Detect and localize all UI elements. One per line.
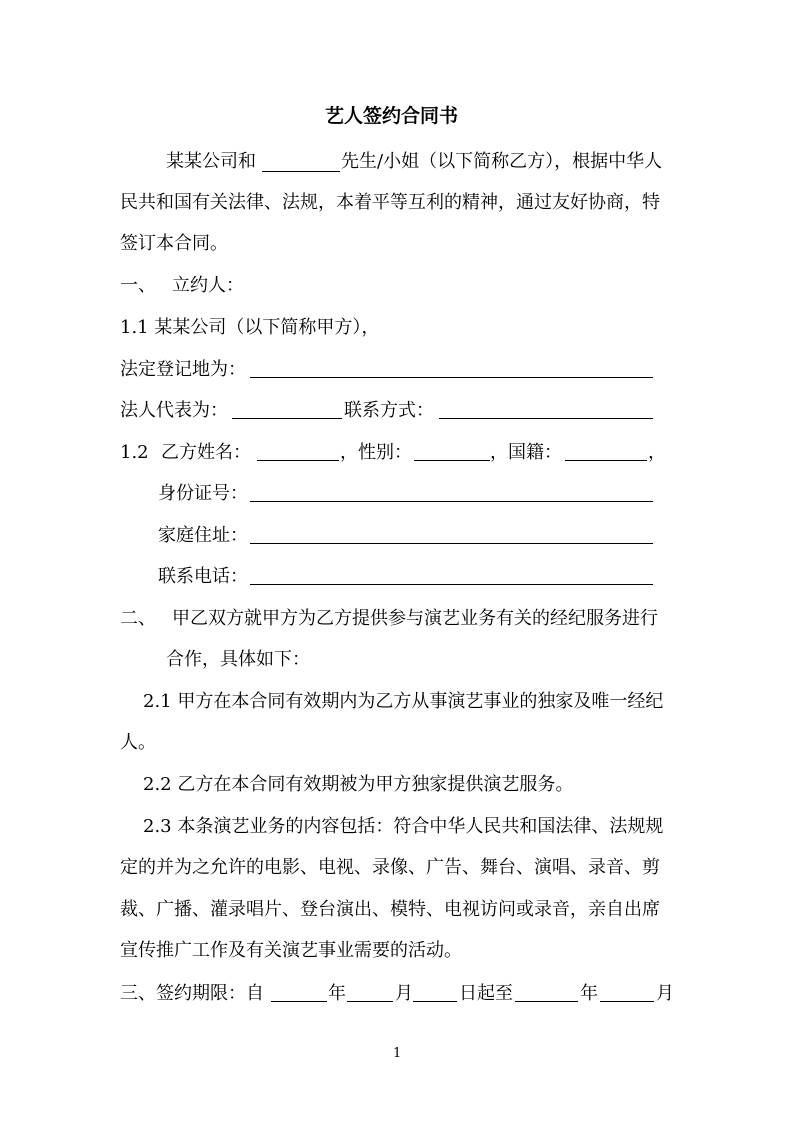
address-field[interactable]: [250, 543, 653, 544]
contact-label: 联系方式：: [344, 400, 434, 421]
intro-line1-part1: 某某公司和: [166, 151, 256, 172]
phone-label: 联系电话：: [158, 566, 248, 587]
start-month-field[interactable]: [347, 1001, 393, 1002]
section1-number: 一、: [120, 275, 156, 296]
start-year-label: 年: [328, 983, 346, 1004]
registration-label: 法定登记地为：: [120, 359, 246, 380]
item-1-2-number: 1.2: [120, 442, 149, 463]
start-day-label: 日起至: [459, 983, 513, 1004]
nationality-field[interactable]: [565, 460, 647, 461]
item-2-1-line2: 人。: [120, 732, 156, 753]
nationality-label: ，国籍：: [490, 442, 562, 463]
intro-line3: 签订本合同。: [120, 233, 228, 254]
section3-heading: 三、签约期限：自: [120, 983, 264, 1004]
item-2-3-line2: 定的并为之允许的电影、电视、录像、广告、舞台、演唱、录音、剪: [120, 857, 660, 878]
intro-line2: 民共和国有关法律、法规，本着平等互利的精神，通过友好协商，特: [120, 192, 660, 213]
id-number-field[interactable]: [250, 501, 653, 502]
nationality-comma: ，: [648, 442, 666, 463]
phone-field[interactable]: [250, 584, 653, 585]
section1-heading: 立约人：: [172, 275, 244, 296]
item-2-3-line1: 2.3 本条演艺业务的内容包括：符合中华人民共和国法律、法规规: [143, 816, 664, 837]
intro-line1-part2: 先生/小姐（以下简称乙方），根据中华人: [341, 151, 663, 172]
item-2-2: 2.2 乙方在本合同有效期被为甲方独家提供演艺服务。: [143, 774, 574, 795]
page-number: 1: [393, 1046, 402, 1061]
section2-heading-line2: 合作，具体如下：: [166, 649, 310, 670]
address-label: 家庭住址：: [158, 525, 248, 546]
item-2-1-line1: 2.1 甲方在本合同有效期内为乙方从事演艺事业的独家及唯一经纪: [143, 691, 664, 712]
end-month-label: 月: [656, 983, 674, 1004]
item-2-3-line4: 宣传推广工作及有关演艺事业需要的活动。: [120, 940, 462, 961]
section2-number: 二、: [120, 608, 156, 629]
item-2-3-line3: 裁、广播、灌录唱片、登台演出、模特、电视访问或录音，亲自出席: [120, 899, 660, 920]
party-b-name-blank[interactable]: [262, 171, 340, 172]
start-day-field[interactable]: [413, 1001, 457, 1002]
id-number-label: 身份证号：: [158, 483, 248, 504]
end-year-label: 年: [580, 983, 598, 1004]
item-1-1: 1.1 某某公司（以下简称甲方），: [120, 317, 380, 338]
registration-field[interactable]: [250, 377, 653, 378]
party-b-name-field[interactable]: [257, 460, 339, 461]
gender-field[interactable]: [414, 460, 490, 461]
gender-label: ，性别：: [340, 442, 412, 463]
page-title: 艺人签约合同书: [325, 105, 459, 127]
legal-rep-label: 法人代表为：: [120, 400, 228, 421]
end-year-field[interactable]: [515, 1001, 578, 1002]
start-year-field[interactable]: [271, 1001, 327, 1002]
contact-field[interactable]: [439, 418, 653, 419]
start-month-label: 月: [395, 983, 413, 1004]
section2-heading-line1: 甲乙双方就甲方为乙方提供参与演艺业务有关的经纪服务进行: [172, 608, 658, 629]
party-b-name-label: 乙方姓名：: [161, 442, 251, 463]
end-month-field[interactable]: [600, 1001, 654, 1002]
legal-rep-field[interactable]: [232, 418, 342, 419]
